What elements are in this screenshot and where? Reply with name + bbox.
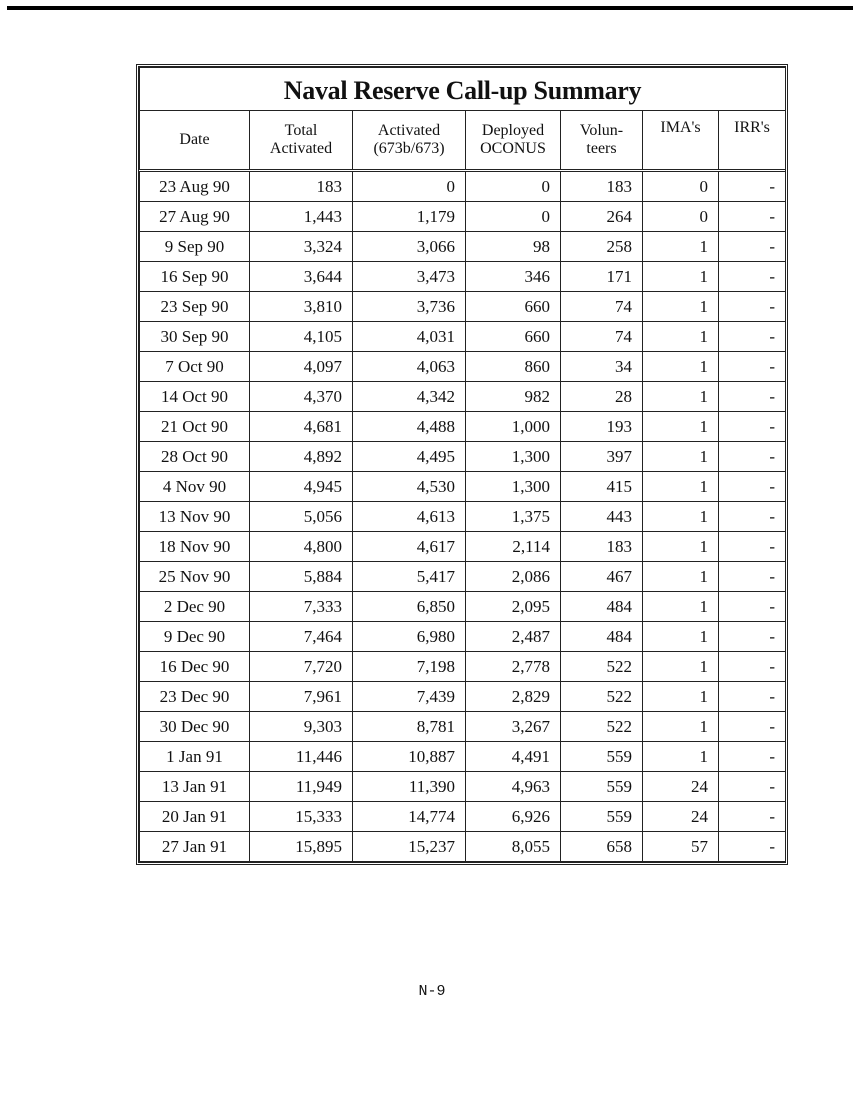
cell-imas: 1 (643, 382, 719, 412)
cell-imas: 1 (643, 472, 719, 502)
cell-deployed-oconus: 1,300 (466, 472, 561, 502)
cell-date: 2 Dec 90 (140, 592, 250, 622)
cell-volunteers: 467 (561, 562, 643, 592)
cell-imas: 1 (643, 262, 719, 292)
cell-deployed-oconus: 1,000 (466, 412, 561, 442)
cell-imas: 1 (643, 532, 719, 562)
table-row (140, 442, 786, 472)
cell-irrs: - (719, 262, 786, 292)
table-row (140, 682, 786, 712)
cell-total-activated: 4,800 (250, 532, 353, 562)
cell-volunteers: 34 (561, 352, 643, 382)
cell-total-activated: 3,810 (250, 292, 353, 322)
cell-irrs: - (719, 832, 786, 862)
cell-irrs: - (719, 472, 786, 502)
cell-total-activated: 4,097 (250, 352, 353, 382)
cell-activated: 4,342 (353, 382, 466, 412)
cell-imas: 1 (643, 682, 719, 712)
cell-volunteers: 522 (561, 682, 643, 712)
cell-date: 13 Nov 90 (140, 502, 250, 532)
cell-deployed-oconus: 1,375 (466, 502, 561, 532)
cell-deployed-oconus: 98 (466, 232, 561, 262)
table-row (140, 742, 786, 772)
table-row (140, 171, 786, 202)
header-row (140, 111, 786, 171)
cell-volunteers: 522 (561, 712, 643, 742)
cell-irrs: - (719, 802, 786, 832)
cell-deployed-oconus: 2,114 (466, 532, 561, 562)
cell-deployed-oconus: 2,095 (466, 592, 561, 622)
cell-date: 30 Sep 90 (140, 322, 250, 352)
cell-volunteers: 258 (561, 232, 643, 262)
cell-imas: 1 (643, 652, 719, 682)
cell-imas: 0 (643, 171, 719, 202)
cell-activated: 4,031 (353, 322, 466, 352)
cell-total-activated: 11,446 (250, 742, 353, 772)
cell-irrs: - (719, 412, 786, 442)
cell-activated: 1,179 (353, 202, 466, 232)
header-total-activated: Total Activated (250, 111, 353, 171)
table-row (140, 652, 786, 682)
cell-imas: 1 (643, 712, 719, 742)
header-imas: IMA's (643, 111, 719, 171)
cell-total-activated: 9,303 (250, 712, 353, 742)
cell-total-activated: 4,681 (250, 412, 353, 442)
table-row (140, 202, 786, 232)
table-row (140, 622, 786, 652)
cell-irrs: - (719, 292, 786, 322)
cell-total-activated: 4,370 (250, 382, 353, 412)
cell-date: 4 Nov 90 (140, 472, 250, 502)
cell-deployed-oconus: 660 (466, 292, 561, 322)
cell-total-activated: 3,324 (250, 232, 353, 262)
table-row (140, 802, 786, 832)
cell-activated: 8,781 (353, 712, 466, 742)
cell-activated: 15,237 (353, 832, 466, 862)
cell-activated: 3,473 (353, 262, 466, 292)
cell-deployed-oconus: 346 (466, 262, 561, 292)
cell-deployed-oconus: 4,491 (466, 742, 561, 772)
cell-irrs: - (719, 652, 786, 682)
cell-activated: 0 (353, 171, 466, 202)
cell-volunteers: 397 (561, 442, 643, 472)
cell-deployed-oconus: 1,300 (466, 442, 561, 472)
cell-total-activated: 7,464 (250, 622, 353, 652)
table-row (140, 532, 786, 562)
cell-total-activated: 1,443 (250, 202, 353, 232)
call-up-summary-table (136, 64, 788, 865)
cell-date: 7 Oct 90 (140, 352, 250, 382)
cell-irrs: - (719, 592, 786, 622)
cell-imas: 24 (643, 772, 719, 802)
cell-activated: 4,617 (353, 532, 466, 562)
cell-activated: 11,390 (353, 772, 466, 802)
cell-irrs: - (719, 712, 786, 742)
cell-total-activated: 183 (250, 171, 353, 202)
cell-date: 23 Sep 90 (140, 292, 250, 322)
cell-irrs: - (719, 352, 786, 382)
cell-deployed-oconus: 2,829 (466, 682, 561, 712)
cell-irrs: - (719, 322, 786, 352)
cell-imas: 1 (643, 232, 719, 262)
cell-irrs: - (719, 682, 786, 712)
cell-imas: 1 (643, 292, 719, 322)
cell-irrs: - (719, 532, 786, 562)
cell-irrs: - (719, 772, 786, 802)
table-row (140, 592, 786, 622)
cell-total-activated: 5,884 (250, 562, 353, 592)
cell-total-activated: 4,945 (250, 472, 353, 502)
cell-irrs: - (719, 202, 786, 232)
cell-activated: 6,850 (353, 592, 466, 622)
cell-irrs: - (719, 502, 786, 532)
cell-deployed-oconus: 0 (466, 202, 561, 232)
cell-date: 27 Aug 90 (140, 202, 250, 232)
table-row (140, 232, 786, 262)
cell-date: 28 Oct 90 (140, 442, 250, 472)
cell-activated: 7,198 (353, 652, 466, 682)
cell-imas: 1 (643, 352, 719, 382)
cell-imas: 1 (643, 592, 719, 622)
cell-total-activated: 15,333 (250, 802, 353, 832)
cell-volunteers: 443 (561, 502, 643, 532)
cell-imas: 57 (643, 832, 719, 862)
cell-irrs: - (719, 382, 786, 412)
cell-imas: 0 (643, 202, 719, 232)
cell-deployed-oconus: 8,055 (466, 832, 561, 862)
cell-deployed-oconus: 2,778 (466, 652, 561, 682)
cell-volunteers: 658 (561, 832, 643, 862)
cell-total-activated: 7,961 (250, 682, 353, 712)
cell-deployed-oconus: 0 (466, 171, 561, 202)
cell-irrs: - (719, 442, 786, 472)
cell-date: 9 Dec 90 (140, 622, 250, 652)
cell-date: 13 Jan 91 (140, 772, 250, 802)
cell-date: 18 Nov 90 (140, 532, 250, 562)
header-activated: Activated (673b/673) (353, 111, 466, 171)
cell-imas: 24 (643, 802, 719, 832)
cell-deployed-oconus: 860 (466, 352, 561, 382)
cell-total-activated: 4,892 (250, 442, 353, 472)
cell-activated: 4,613 (353, 502, 466, 532)
cell-deployed-oconus: 3,267 (466, 712, 561, 742)
cell-volunteers: 559 (561, 772, 643, 802)
cell-activated: 4,495 (353, 442, 466, 472)
cell-imas: 1 (643, 562, 719, 592)
cell-irrs: - (719, 562, 786, 592)
cell-volunteers: 559 (561, 742, 643, 772)
cell-total-activated: 7,720 (250, 652, 353, 682)
cell-date: 25 Nov 90 (140, 562, 250, 592)
cell-irrs: - (719, 232, 786, 262)
cell-irrs: - (719, 622, 786, 652)
cell-total-activated: 15,895 (250, 832, 353, 862)
cell-imas: 1 (643, 502, 719, 532)
table-row (140, 292, 786, 322)
cell-date: 9 Sep 90 (140, 232, 250, 262)
cell-date: 16 Dec 90 (140, 652, 250, 682)
cell-total-activated: 7,333 (250, 592, 353, 622)
cell-date: 30 Dec 90 (140, 712, 250, 742)
table-row (140, 472, 786, 502)
page-number: N-9 (418, 983, 446, 1000)
cell-volunteers: 484 (561, 622, 643, 652)
cell-deployed-oconus: 660 (466, 322, 561, 352)
table-title: Naval Reserve Call-up Summary (140, 68, 786, 111)
cell-activated: 3,066 (353, 232, 466, 262)
cell-date: 14 Oct 90 (140, 382, 250, 412)
cell-volunteers: 559 (561, 802, 643, 832)
cell-date: 1 Jan 91 (140, 742, 250, 772)
header-volunteers: Volun- teers (561, 111, 643, 171)
cell-date: 23 Aug 90 (140, 171, 250, 202)
cell-volunteers: 484 (561, 592, 643, 622)
cell-irrs: - (719, 171, 786, 202)
cell-volunteers: 264 (561, 202, 643, 232)
cell-activated: 3,736 (353, 292, 466, 322)
cell-date: 16 Sep 90 (140, 262, 250, 292)
cell-deployed-oconus: 4,963 (466, 772, 561, 802)
cell-total-activated: 3,644 (250, 262, 353, 292)
cell-volunteers: 28 (561, 382, 643, 412)
cell-total-activated: 4,105 (250, 322, 353, 352)
cell-date: 27 Jan 91 (140, 832, 250, 862)
table-row (140, 262, 786, 292)
cell-date: 20 Jan 91 (140, 802, 250, 832)
cell-activated: 4,488 (353, 412, 466, 442)
cell-volunteers: 522 (561, 652, 643, 682)
table-row (140, 382, 786, 412)
cell-deployed-oconus: 2,086 (466, 562, 561, 592)
cell-total-activated: 11,949 (250, 772, 353, 802)
header-irrs: IRR's (719, 111, 786, 171)
cell-activated: 4,063 (353, 352, 466, 382)
cell-volunteers: 193 (561, 412, 643, 442)
cell-volunteers: 183 (561, 532, 643, 562)
cell-imas: 1 (643, 742, 719, 772)
table-row (140, 412, 786, 442)
cell-volunteers: 171 (561, 262, 643, 292)
cell-volunteers: 74 (561, 322, 643, 352)
table-row (140, 322, 786, 352)
table-row (140, 772, 786, 802)
cell-imas: 1 (643, 622, 719, 652)
cell-activated: 7,439 (353, 682, 466, 712)
cell-irrs: - (719, 742, 786, 772)
cell-activated: 5,417 (353, 562, 466, 592)
cell-date: 21 Oct 90 (140, 412, 250, 442)
cell-deployed-oconus: 6,926 (466, 802, 561, 832)
table-row (140, 502, 786, 532)
top-rule (7, 6, 853, 10)
cell-activated: 6,980 (353, 622, 466, 652)
cell-imas: 1 (643, 322, 719, 352)
cell-volunteers: 74 (561, 292, 643, 322)
cell-imas: 1 (643, 442, 719, 472)
table-row (140, 712, 786, 742)
cell-total-activated: 5,056 (250, 502, 353, 532)
cell-activated: 14,774 (353, 802, 466, 832)
cell-date: 23 Dec 90 (140, 682, 250, 712)
table-row (140, 352, 786, 382)
header-date: Date (140, 111, 250, 171)
table-row (140, 832, 786, 862)
cell-activated: 4,530 (353, 472, 466, 502)
table-row (140, 562, 786, 592)
cell-deployed-oconus: 982 (466, 382, 561, 412)
header-deployed-oconus: Deployed OCONUS (466, 111, 561, 171)
cell-deployed-oconus: 2,487 (466, 622, 561, 652)
cell-activated: 10,887 (353, 742, 466, 772)
cell-imas: 1 (643, 412, 719, 442)
cell-volunteers: 415 (561, 472, 643, 502)
cell-volunteers: 183 (561, 171, 643, 202)
